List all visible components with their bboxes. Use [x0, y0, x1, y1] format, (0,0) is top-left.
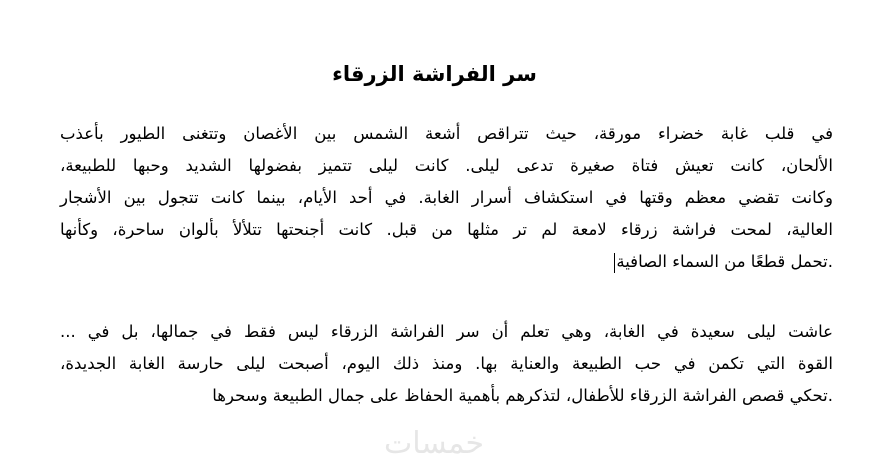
- paragraph-1-line: العالية، لمحت فراشة زرقاء لامعة لم تر مثلها من قبل. كانت أجنحتها تتلألأ بألوان ساحرة، وكأنها: [60, 220, 833, 239]
- paragraph-1-line: .تحمل قطعًا من السماء الصافية: [616, 252, 833, 271]
- paragraph-2: [60, 316, 833, 412]
- paragraph-2-line: عاشت ليلى سعيدة في الغابة، وهي تعلم أن سر الفراشة الزرقاء ليس فقط في جمالها، بل في ...: [60, 322, 833, 341]
- paragraph-1-line: في قلب غابة خضراء مورقة، حيث تتراقص أشعة الشمس بين الأغصان وتتغنى الطيور بأعذب: [60, 124, 833, 143]
- paragraph-1-line: وكانت تقضي معظم وقتها في استكشاف أسرار الغابة. في أحد الأيام، بينما كانت تتجول بين الأشجار: [60, 188, 833, 207]
- watermark-logo: خمسات: [384, 426, 485, 461]
- paragraph-1-line: الألحان، كانت تعيش فتاة صغيرة تدعى ليلى. كانت ليلى تتميز بفضولها الشديد وحبها للطبيعة،: [60, 156, 833, 175]
- paragraph-1: [60, 118, 833, 278]
- document-title: سر الفراشة الزرقاء: [332, 62, 537, 86]
- paragraph-2-line: .تحكي قصص الفراشة الزرقاء للأطفال، لتذكرهم بأهمية الحفاظ على جمال الطبيعة وسحرها: [212, 386, 833, 405]
- paragraph-2-line: القوة التي تكمن في حب الطبيعة والعناية بها. ومنذ ذلك اليوم، أصبحت ليلى حارسة الغابة الجديدة،: [60, 354, 833, 373]
- paragraph-1-last-line: [60, 246, 833, 278]
